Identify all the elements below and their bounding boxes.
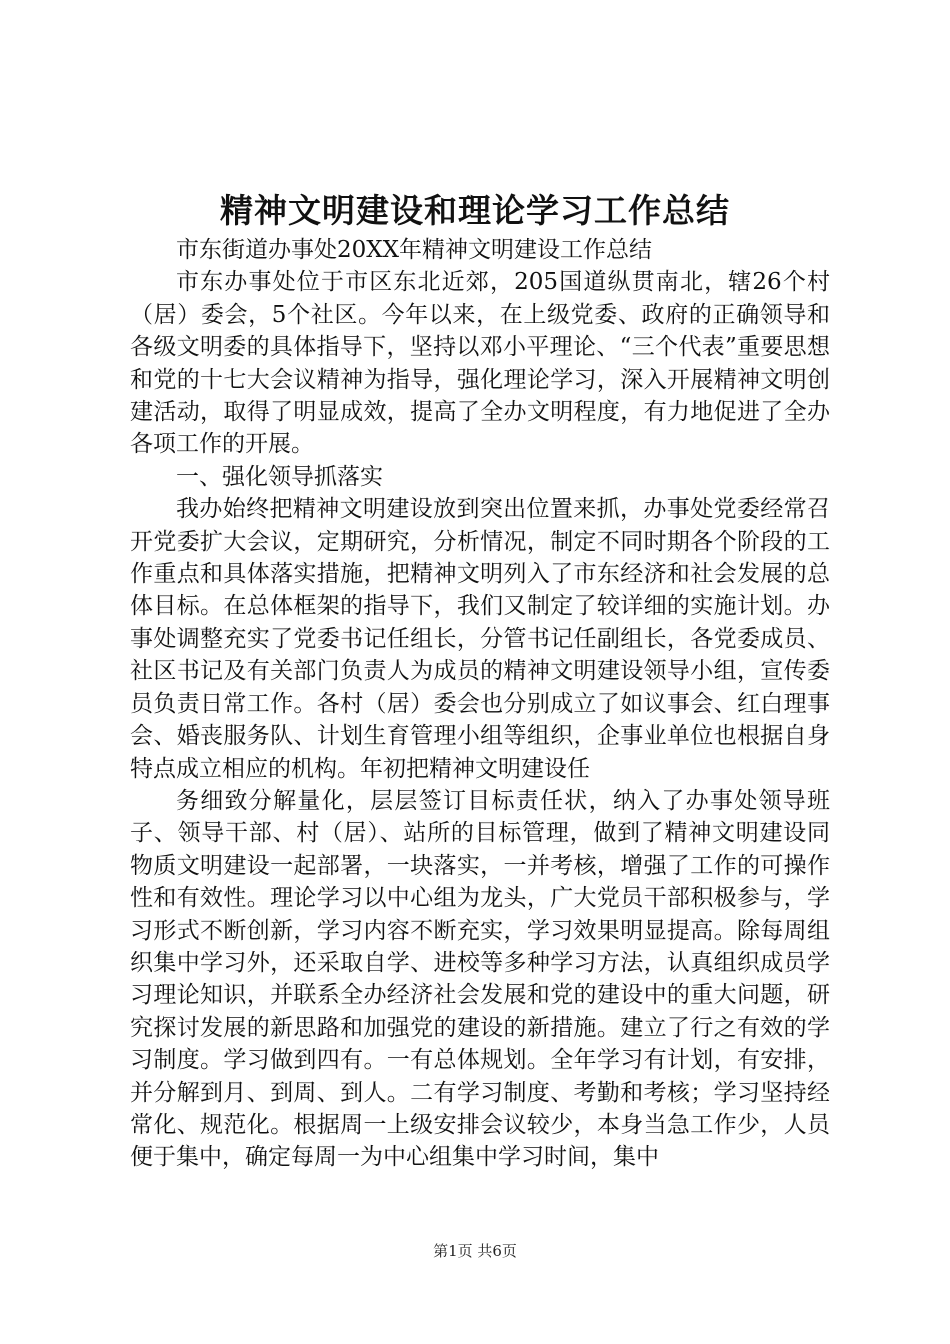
intro-paragraph: 市东办事处位于市区东北近郊，205国道纵贯南北，辖26个村（居）委会，5个社区。今年以来，在上级党委、政府的正确领导和各级文明委的具体指导下，坚持以邓小平理论、“三个代表”重要思想和党的十七大会议精神为指导，强化理论学习，深入开展精神文明创建活动，取得了明显成效，提高了全办文明程度，有力地促进了全办各项工作的开展。 [130,269,830,458]
body-paragraph: 我办始终把精神文明建设放到突出位置来抓，办事处党委经常召开党委扩大会议，定期研究，分析情况，制定不同时期各个阶段的工作重点和具体落实措施，把精神文明列入了市东经济和社会发展的总体目标。在总体框架的指导下，我们又制定了较详细的实施计划。办事处调整充实了党委书记任组长，分管书记任副组长，各党委成员、社区书记及有关部门负责人为成员的精神文明建设领导小组，宣传委员负责日常工作。各村（居）委会也分别成立了如议事会、红白理事会、婚丧服务队、计划生育管理小组等组织，企事业单位也根据自身特点成立相应的机构。年初把精神文明建设任 [130,496,830,782]
body-paragraph: 务细致分解量化，层层签订目标责任状，纳入了办事处领导班子、领导干部、村（居）、站所的目标管理，做到了精神文明建设同物质文明建设一起部署，一块落实，一并考核，增强了工作的可操作性和有效性。理论学习以中心组为龙头，广大党员干部积极参与，学习形式不断创新，学习内容不断充实，学习效果明显提高。除每周组织集中学习外，还采取自学、进校等多种学习方法，认真组织成员学习理论知识，并联系全办经济社会发展和党的建设中的重大问题，研究探讨发展的新思路和加强党的建设的新措施。建立了行之有效的学习制度。学习做到四有。一有总体规划。全年学习有计划，有安排，并分解到月、到周、到人。二有学习制度、考勤和考核；学习坚持经常化、规范化。根据周一上级安排会议较少，本身当急工作少，人员便于集中，确定每周一为中心组集中学习时间，集中 [130,787,830,1171]
page-number-footer: 第1页 共6页 [433,1242,517,1260]
section-heading: 一、强化领导抓落实 [176,463,383,490]
subtitle-paragraph: 市东街道办事处20XX年精神文明建设工作总结 [176,237,653,263]
document-body [130,234,830,1174]
document-title: 精神文明建设和理论学习工作总结 [220,191,730,230]
